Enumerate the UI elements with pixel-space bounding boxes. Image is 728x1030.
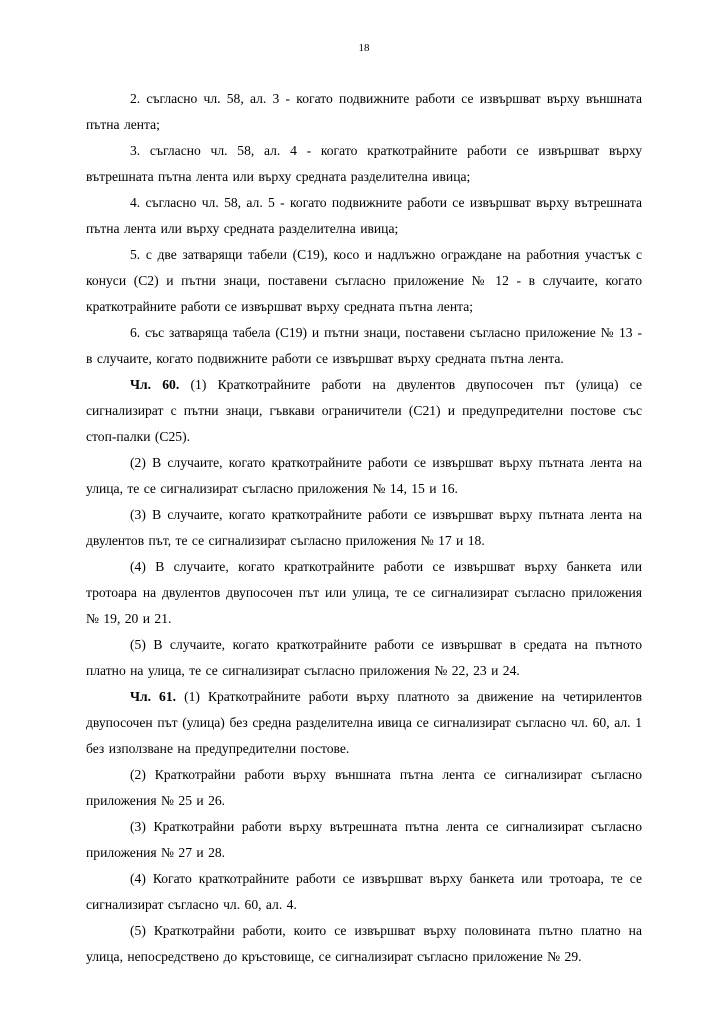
paragraph-item-4: [86, 190, 642, 242]
article-61-paragraph-4: [86, 866, 642, 918]
paragraph-text: (5) В случаите, когато краткотрайните работи се извършват в средата на пътното платно на улица, те се сигнализират съгласно приложения № 22, 23 и 24.: [86, 637, 642, 678]
paragraph-text: (1) Краткотрайните работи върху платното за движение на четирилентов двупосочен път (улица) без средна разделителна ивица се сигнализират съгласно чл. 60, ал. 1 без използване на предупредителни постове.: [86, 689, 642, 756]
article-60-paragraph-5: [86, 632, 642, 684]
article-60-paragraph-2: [86, 450, 642, 502]
paragraph-text: (5) Краткотрайни работи, които се извършват върху половината пътно платно на улица, непосредствено до кръстовище, се сигнализират съгласно приложение № 29.: [86, 923, 642, 964]
article-number: Чл. 61.: [130, 689, 177, 704]
paragraph-text: (4) В случаите, когато краткотрайните работи се извършват върху банкета или тротоара на двулентов двупосочен път или улица, те се сигнализират съгласно приложения № 19, 20 и 21.: [86, 559, 642, 626]
paragraph-text: (1) Краткотрайните работи на двулентов двупосочен път (улица) се сигнализират с пътни знаци, гъвкави ограничители (С21) и предупредителни постове със стоп-палки (С25).: [86, 377, 642, 444]
article-61-paragraph-1: [86, 684, 642, 762]
paragraph-item-2: [86, 86, 642, 138]
paragraph-text: (2) Краткотрайни работи върху външната пътна лента се сигнализират съгласно приложения № 25 и 26.: [86, 767, 642, 808]
paragraph-text: (3) Краткотрайни работи върху вътрешната пътна лента се сигнализират съгласно приложения № 27 и 28.: [86, 819, 642, 860]
article-60-paragraph-1: [86, 372, 642, 450]
article-60-paragraph-4: [86, 554, 642, 632]
paragraph-item-5: [86, 242, 642, 320]
article-61-paragraph-2: [86, 762, 642, 814]
paragraph-text: (3) В случаите, когато краткотрайните работи се извършват върху пътната лента на двулентов път, те се сигнализират съгласно приложения № 17 и 18.: [86, 507, 642, 548]
article-61-paragraph-3: [86, 814, 642, 866]
paragraph-item-3: [86, 138, 642, 190]
article-61-paragraph-5: [86, 918, 642, 970]
paragraph-text: 3. съгласно чл. 58, ал. 4 - когато краткотрайните работи се извършват върху вътрешната пътна лента или върху средната разделителна ивица;: [86, 143, 642, 184]
paragraph-text: 5. с две затварящи табели (С19), косо и надлъжно ограждане на работния участък с конуси (С2) и пътни знаци, поставени съгласно приложение № 12 - в случаите, когато краткотрайните работи се извършват върху средната пътна лента;: [86, 247, 642, 314]
paragraph-text: 6. със затваряща табела (С19) и пътни знаци, поставени съгласно приложение № 13 - в случаите, когато подвижните работи се извършват върху средната пътна лента.: [86, 325, 642, 366]
paragraph-item-6: [86, 320, 642, 372]
paragraph-text: 4. съгласно чл. 58, ал. 5 - когато подвижните работи се извършват върху вътрешната пътна лента или върху средната разделителна ивица;: [86, 195, 642, 236]
article-60-paragraph-3: [86, 502, 642, 554]
page-number: 18: [358, 42, 370, 54]
paragraph-text: (4) Когато краткотрайните работи се извършват върху банкета или тротоара, те се сигнализират съгласно чл. 60, ал. 4.: [86, 871, 642, 912]
paragraph-text: (2) В случаите, когато краткотрайните работи се извършват върху пътната лента на улица, те се сигнализират съгласно приложения № 14, 15 и 16.: [86, 455, 642, 496]
paragraph-text: 2. съгласно чл. 58, ал. 3 - когато подвижните работи се извършват върху външната пътна лента;: [86, 91, 642, 132]
document-body: [86, 86, 642, 970]
article-number: Чл. 60.: [130, 377, 180, 392]
